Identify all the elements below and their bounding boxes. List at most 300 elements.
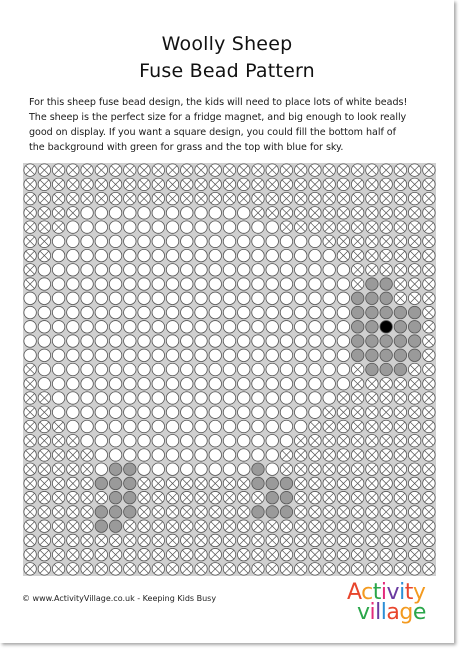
bead-background bbox=[366, 235, 378, 247]
bead-background bbox=[423, 434, 435, 446]
bead-background bbox=[209, 178, 221, 190]
bead-white bbox=[323, 264, 335, 276]
bead-background bbox=[366, 249, 378, 261]
bead-white bbox=[252, 449, 264, 461]
bead-background bbox=[24, 434, 36, 446]
bead-background bbox=[38, 192, 50, 204]
bead-white bbox=[166, 278, 178, 290]
bead-background bbox=[351, 520, 363, 532]
bead-white bbox=[109, 249, 121, 261]
bead-background bbox=[394, 278, 406, 290]
bead-background bbox=[166, 534, 178, 546]
bead-white bbox=[67, 335, 79, 347]
bead-background bbox=[252, 520, 264, 532]
bead-background bbox=[166, 178, 178, 190]
bead-background bbox=[309, 434, 321, 446]
bead-white bbox=[195, 349, 207, 361]
bead-white bbox=[309, 249, 321, 261]
bead-background bbox=[423, 506, 435, 518]
bead-white bbox=[252, 378, 264, 390]
bead-background bbox=[152, 548, 164, 560]
bead-background bbox=[195, 506, 207, 518]
bead-background bbox=[24, 506, 36, 518]
bead-background bbox=[24, 477, 36, 489]
bead-background bbox=[24, 406, 36, 418]
bead-background bbox=[380, 463, 392, 475]
bead-background bbox=[24, 164, 36, 176]
bead-white bbox=[223, 463, 235, 475]
bead-white bbox=[81, 363, 93, 375]
bead-background bbox=[423, 491, 435, 503]
bead-background bbox=[24, 378, 36, 390]
bead-background bbox=[38, 392, 50, 404]
bead-background bbox=[238, 534, 250, 546]
bead-white bbox=[223, 249, 235, 261]
bead-white bbox=[67, 321, 79, 333]
bead-background bbox=[181, 491, 193, 503]
bead-background bbox=[408, 192, 420, 204]
bead-white bbox=[124, 392, 136, 404]
bead-background bbox=[209, 491, 221, 503]
bead-background bbox=[109, 534, 121, 546]
bead-white bbox=[266, 278, 278, 290]
bead-background bbox=[323, 235, 335, 247]
bead-white bbox=[38, 264, 50, 276]
bead-background bbox=[366, 434, 378, 446]
bead-background bbox=[223, 178, 235, 190]
bead-white bbox=[38, 292, 50, 304]
bead-white bbox=[81, 235, 93, 247]
bead-background bbox=[166, 491, 178, 503]
bead-white bbox=[95, 292, 107, 304]
bead-background bbox=[152, 563, 164, 575]
bead-background bbox=[351, 221, 363, 233]
bead-background bbox=[38, 506, 50, 518]
bead-white bbox=[38, 335, 50, 347]
bead-background bbox=[351, 249, 363, 261]
bead-white bbox=[195, 449, 207, 461]
bead-white bbox=[109, 349, 121, 361]
logo-letter: A bbox=[347, 580, 362, 605]
bead-background bbox=[209, 534, 221, 546]
bead-background bbox=[195, 477, 207, 489]
bead-white bbox=[181, 363, 193, 375]
bead-background bbox=[309, 534, 321, 546]
bead-white bbox=[337, 306, 349, 318]
bead-background bbox=[138, 477, 150, 489]
bead-white bbox=[280, 249, 292, 261]
bead-white bbox=[209, 306, 221, 318]
bead-white bbox=[95, 221, 107, 233]
bead-white bbox=[124, 235, 136, 247]
bead-white bbox=[95, 235, 107, 247]
bead-background bbox=[323, 420, 335, 432]
bead-background bbox=[337, 506, 349, 518]
bead-white bbox=[266, 349, 278, 361]
bead-background bbox=[280, 164, 292, 176]
bead-background bbox=[266, 192, 278, 204]
bead-background bbox=[408, 548, 420, 560]
bead-background bbox=[52, 506, 64, 518]
bead-white bbox=[309, 264, 321, 276]
bead-white bbox=[138, 463, 150, 475]
bead-background bbox=[309, 548, 321, 560]
bead-background bbox=[81, 477, 93, 489]
bead-background bbox=[81, 520, 93, 532]
bead-white bbox=[266, 434, 278, 446]
bead-background bbox=[423, 477, 435, 489]
bead-background bbox=[152, 192, 164, 204]
bead-background bbox=[380, 392, 392, 404]
bead-white bbox=[266, 221, 278, 233]
bead-background bbox=[67, 534, 79, 546]
bead-white bbox=[152, 249, 164, 261]
bead-background bbox=[280, 178, 292, 190]
bead-white bbox=[252, 264, 264, 276]
bead-white bbox=[209, 434, 221, 446]
bead-background bbox=[351, 463, 363, 475]
bead-background bbox=[181, 520, 193, 532]
bead-background bbox=[238, 563, 250, 575]
bead-background bbox=[408, 264, 420, 276]
bead-background bbox=[266, 207, 278, 219]
bead-white bbox=[166, 335, 178, 347]
bead-background bbox=[124, 520, 136, 532]
bead-white bbox=[223, 321, 235, 333]
bead-background bbox=[309, 420, 321, 432]
bead-background bbox=[423, 349, 435, 361]
bead-background bbox=[24, 520, 36, 532]
bead-background bbox=[38, 406, 50, 418]
bead-white bbox=[95, 306, 107, 318]
bead-white bbox=[181, 463, 193, 475]
bead-background bbox=[337, 477, 349, 489]
bead-background bbox=[223, 491, 235, 503]
bead-background bbox=[380, 449, 392, 461]
bead-background bbox=[294, 221, 306, 233]
bead-white bbox=[209, 463, 221, 475]
bead-white bbox=[294, 392, 306, 404]
bead-white bbox=[38, 378, 50, 390]
bead-background bbox=[67, 434, 79, 446]
bead-white bbox=[195, 363, 207, 375]
bead-white bbox=[67, 278, 79, 290]
bead-background bbox=[351, 477, 363, 489]
bead-white bbox=[309, 321, 321, 333]
bead-background bbox=[209, 164, 221, 176]
bead-white bbox=[24, 349, 36, 361]
bead-background bbox=[67, 449, 79, 461]
bead-background bbox=[280, 449, 292, 461]
bead-white bbox=[109, 434, 121, 446]
bead-white bbox=[266, 321, 278, 333]
bead-white bbox=[181, 392, 193, 404]
bead-background bbox=[351, 207, 363, 219]
bead-background bbox=[195, 534, 207, 546]
bead-white bbox=[152, 420, 164, 432]
bead-white bbox=[138, 249, 150, 261]
bead-background bbox=[52, 207, 64, 219]
bead-background bbox=[351, 434, 363, 446]
logo-letter: e bbox=[412, 600, 426, 625]
bead-background bbox=[280, 207, 292, 219]
bead-background bbox=[252, 548, 264, 560]
bead-grey bbox=[280, 491, 292, 503]
bead-white bbox=[138, 264, 150, 276]
bead-white bbox=[181, 292, 193, 304]
bead-white bbox=[209, 378, 221, 390]
bead-white bbox=[52, 278, 64, 290]
bead-background bbox=[38, 491, 50, 503]
bead-background bbox=[95, 563, 107, 575]
bead-background bbox=[195, 178, 207, 190]
bead-white bbox=[81, 321, 93, 333]
bead-white bbox=[266, 264, 278, 276]
bead-background bbox=[181, 534, 193, 546]
bead-white bbox=[209, 235, 221, 247]
intro-paragraph bbox=[29, 95, 429, 155]
bead-background bbox=[195, 548, 207, 560]
bead-white bbox=[124, 349, 136, 361]
bead-background bbox=[138, 192, 150, 204]
bead-background bbox=[380, 406, 392, 418]
bead-white bbox=[67, 406, 79, 418]
bead-background bbox=[309, 192, 321, 204]
bead-background bbox=[408, 235, 420, 247]
bead-background bbox=[38, 249, 50, 261]
bead-background bbox=[366, 463, 378, 475]
bead-background bbox=[408, 420, 420, 432]
bead-background bbox=[238, 477, 250, 489]
bead-background bbox=[138, 164, 150, 176]
bead-background bbox=[323, 207, 335, 219]
bead-white bbox=[138, 378, 150, 390]
bead-white bbox=[52, 363, 64, 375]
bead-white bbox=[152, 349, 164, 361]
bead-white bbox=[152, 207, 164, 219]
bead-background bbox=[394, 506, 406, 518]
bead-background bbox=[337, 491, 349, 503]
bead-background bbox=[423, 264, 435, 276]
bead-background bbox=[337, 392, 349, 404]
bead-background bbox=[67, 164, 79, 176]
bead-background bbox=[294, 506, 306, 518]
bead-background bbox=[294, 477, 306, 489]
bead-white bbox=[209, 335, 221, 347]
bead-white bbox=[67, 249, 79, 261]
bead-white bbox=[124, 420, 136, 432]
bead-background bbox=[24, 249, 36, 261]
bead-background bbox=[351, 406, 363, 418]
bead-background bbox=[351, 491, 363, 503]
bead-grey bbox=[252, 506, 264, 518]
bead-white bbox=[109, 335, 121, 347]
bead-white bbox=[209, 406, 221, 418]
bead-background bbox=[195, 520, 207, 532]
bead-white bbox=[181, 420, 193, 432]
bead-white bbox=[152, 335, 164, 347]
bead-white bbox=[181, 434, 193, 446]
bead-background bbox=[394, 520, 406, 532]
bead-background bbox=[52, 164, 64, 176]
bead-background bbox=[380, 378, 392, 390]
bead-white bbox=[109, 363, 121, 375]
bead-white bbox=[152, 463, 164, 475]
bead-grey bbox=[109, 506, 121, 518]
bead-white bbox=[266, 363, 278, 375]
bead-background bbox=[351, 563, 363, 575]
bead-background bbox=[152, 178, 164, 190]
bead-background bbox=[138, 548, 150, 560]
bead-background bbox=[138, 178, 150, 190]
bead-white bbox=[252, 406, 264, 418]
bead-background bbox=[24, 221, 36, 233]
bead-white bbox=[124, 406, 136, 418]
bead-white bbox=[95, 392, 107, 404]
bead-white bbox=[81, 378, 93, 390]
bead-background bbox=[195, 164, 207, 176]
bead-background bbox=[337, 221, 349, 233]
bead-white bbox=[238, 392, 250, 404]
bead-white bbox=[181, 321, 193, 333]
bead-white bbox=[67, 264, 79, 276]
bead-background bbox=[380, 491, 392, 503]
bead-background bbox=[223, 192, 235, 204]
bead-white bbox=[252, 392, 264, 404]
bead-white bbox=[181, 335, 193, 347]
bead-white bbox=[309, 335, 321, 347]
bead-background bbox=[380, 563, 392, 575]
bead-background bbox=[351, 392, 363, 404]
bead-background bbox=[238, 548, 250, 560]
bead-white bbox=[195, 392, 207, 404]
bead-white bbox=[238, 378, 250, 390]
bead-white bbox=[67, 292, 79, 304]
bead-grey bbox=[394, 335, 406, 347]
page-title: Woolly Sheep bbox=[161, 33, 293, 55]
bead-white bbox=[309, 363, 321, 375]
bead-white bbox=[95, 378, 107, 390]
bead-white bbox=[238, 221, 250, 233]
bead-white bbox=[81, 278, 93, 290]
bead-white bbox=[223, 378, 235, 390]
bead-white bbox=[280, 406, 292, 418]
bead-white bbox=[81, 207, 93, 219]
bead-background bbox=[423, 420, 435, 432]
bead-white bbox=[280, 363, 292, 375]
bead-background bbox=[309, 491, 321, 503]
bead-background bbox=[252, 563, 264, 575]
bead-white bbox=[266, 406, 278, 418]
bead-white bbox=[309, 292, 321, 304]
bead-white bbox=[152, 321, 164, 333]
bead-background bbox=[181, 548, 193, 560]
bead-background bbox=[366, 548, 378, 560]
bead-background bbox=[408, 378, 420, 390]
bead-grey bbox=[109, 520, 121, 532]
bead-white bbox=[52, 349, 64, 361]
bead-background bbox=[423, 192, 435, 204]
bead-white bbox=[223, 420, 235, 432]
bead-white bbox=[67, 363, 79, 375]
bead-background bbox=[209, 548, 221, 560]
bead-grey bbox=[394, 306, 406, 318]
bead-background bbox=[423, 178, 435, 190]
bead-background bbox=[81, 491, 93, 503]
bead-white bbox=[152, 235, 164, 247]
bead-white bbox=[166, 321, 178, 333]
bead-background bbox=[394, 534, 406, 546]
bead-background bbox=[323, 548, 335, 560]
bead-white bbox=[252, 221, 264, 233]
bead-background bbox=[423, 392, 435, 404]
bead-background bbox=[423, 548, 435, 560]
bead-white bbox=[280, 278, 292, 290]
bead-white bbox=[238, 264, 250, 276]
bead-white bbox=[280, 434, 292, 446]
bead-grey bbox=[366, 363, 378, 375]
bead-background bbox=[252, 178, 264, 190]
bead-background bbox=[67, 520, 79, 532]
bead-background bbox=[294, 449, 306, 461]
bead-background bbox=[309, 221, 321, 233]
bead-white bbox=[95, 249, 107, 261]
bead-white bbox=[52, 306, 64, 318]
bead-white bbox=[95, 278, 107, 290]
bead-white bbox=[67, 378, 79, 390]
bead-background bbox=[266, 563, 278, 575]
bead-white bbox=[223, 434, 235, 446]
bead-background bbox=[337, 563, 349, 575]
bead-white bbox=[109, 264, 121, 276]
bead-grey bbox=[95, 477, 107, 489]
bead-background bbox=[337, 420, 349, 432]
bead-background bbox=[209, 520, 221, 532]
bead-white bbox=[166, 221, 178, 233]
bead-grey bbox=[380, 292, 392, 304]
bead-background bbox=[366, 491, 378, 503]
bead-white bbox=[81, 392, 93, 404]
bead-background bbox=[309, 164, 321, 176]
bead-white bbox=[152, 292, 164, 304]
bead-white bbox=[52, 235, 64, 247]
bead-white bbox=[252, 420, 264, 432]
bead-white bbox=[209, 392, 221, 404]
bead-background bbox=[408, 178, 420, 190]
bead-white bbox=[209, 249, 221, 261]
bead-background bbox=[109, 192, 121, 204]
bead-white bbox=[294, 264, 306, 276]
bead-background bbox=[52, 463, 64, 475]
bead-background bbox=[81, 192, 93, 204]
activity-village-logo bbox=[343, 578, 443, 630]
bead-background bbox=[366, 221, 378, 233]
bead-background bbox=[95, 164, 107, 176]
bead-white bbox=[109, 449, 121, 461]
bead-grey bbox=[380, 306, 392, 318]
bead-background bbox=[81, 506, 93, 518]
bead-background bbox=[351, 378, 363, 390]
bead-background bbox=[351, 548, 363, 560]
bead-background bbox=[394, 178, 406, 190]
bead-white bbox=[266, 392, 278, 404]
bead-white bbox=[24, 335, 36, 347]
bead-white bbox=[124, 378, 136, 390]
bead-background bbox=[351, 278, 363, 290]
bead-white bbox=[152, 392, 164, 404]
bead-background bbox=[67, 506, 79, 518]
bead-grey bbox=[95, 520, 107, 532]
